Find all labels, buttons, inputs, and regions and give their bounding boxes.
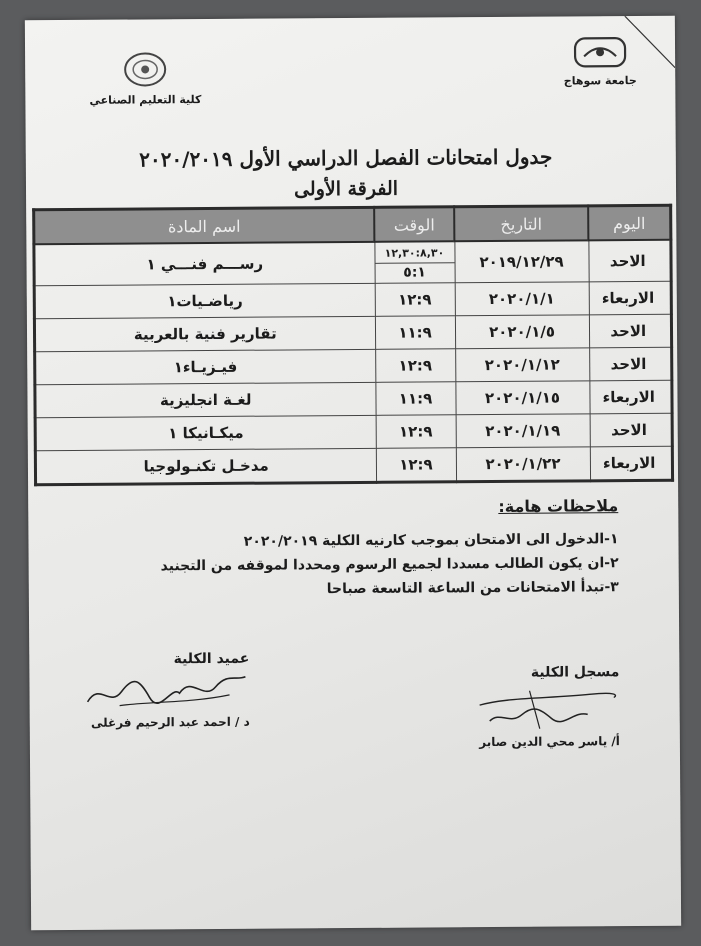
note-item: ٣-تبدأ الامتحانات من الساعة التاسعة صباحا <box>326 579 619 598</box>
registrar-signature-block <box>459 664 620 749</box>
exam-table <box>32 204 674 486</box>
registrar-name: أ/ ياسر محي الدين صابر <box>479 734 620 750</box>
row-date: ٢٠٢٠/١/١ <box>455 282 589 316</box>
row-date: ٢٠٢٠/١/١٢ <box>455 348 589 382</box>
notes-section <box>138 496 619 602</box>
registrar-title: مسجل الكلية <box>530 664 620 681</box>
header-date: التاريخ <box>454 206 588 241</box>
row-day: الاحد <box>589 347 672 381</box>
row-subject: رياضـيات١ <box>34 283 375 318</box>
row-time: ١٢:٩ <box>375 283 455 317</box>
university-name: جامعة سوهاج <box>563 74 637 88</box>
row-subject: ميكـانيكا ١ <box>35 415 376 450</box>
row-day: الاحد <box>590 413 673 447</box>
row-time: ١١:٩ <box>375 316 455 350</box>
table-row <box>35 380 672 417</box>
row-time: ١٢:٩ <box>375 349 455 383</box>
faculty-emblem-icon <box>121 49 169 89</box>
row-date: ٢٠٢٠/١/١٥ <box>455 381 589 415</box>
table-row <box>34 240 671 286</box>
registrar-handwritten-signature <box>469 684 619 733</box>
university-logo <box>555 34 645 88</box>
dean-title: عميد الكلية <box>173 650 250 668</box>
row-time-second: ٥:١ <box>403 263 426 281</box>
row-day: الاربعاء <box>589 380 672 414</box>
row-time-first: ١٢,٣٠:٨,٣٠ <box>375 244 454 264</box>
row-day: الاربعاء <box>590 446 673 481</box>
row-subject: لغـة انجليزية <box>35 382 376 417</box>
row-subject: فيـزيـاء١ <box>35 349 376 384</box>
row-date: ٢٠٢٠/١/٥ <box>455 315 589 349</box>
dean-handwritten-signature <box>79 671 249 714</box>
row-day: الاربعاء <box>589 281 672 315</box>
row-subject: تقارير فنية بالعربية <box>34 316 375 351</box>
schedule-subtitle: الفرقة الأولى <box>293 177 399 201</box>
notes-heading: ملاحظات هامة: <box>498 496 619 516</box>
faculty-logo <box>85 49 205 107</box>
row-date: ٢٠١٩/١٢/٢٩ <box>454 240 588 282</box>
exam-schedule-sheet <box>25 16 681 931</box>
table-row <box>35 413 672 450</box>
row-time <box>374 241 454 283</box>
header-subject: اسم المادة <box>34 207 375 244</box>
faculty-name: كلية التعليم الصناعي <box>89 93 202 107</box>
row-time: ١٢:٩ <box>376 448 456 483</box>
schedule-title: جدول امتحانات الفصل الدراسي الأول ٢٠٢٠/٢٠١٩ <box>139 144 553 172</box>
university-emblem-icon <box>572 34 628 70</box>
dean-signature-block <box>69 651 250 730</box>
row-date: ٢٠٢٠/١/٢٢ <box>456 447 590 482</box>
table-row <box>35 446 672 484</box>
row-subject: مدخـل تكنـولوجيا <box>35 448 376 484</box>
note-item: ١-الدخول الى الامتحان بموجب كارنيه الكلية ٢٠٢٠/٢٠١٩ <box>243 531 619 550</box>
row-day: الاحد <box>589 314 672 348</box>
table-row <box>35 347 672 384</box>
dean-name: د / احمد عبد الرحيم فرغلى <box>90 714 250 730</box>
table-row <box>34 314 671 351</box>
row-time: ١٢:٩ <box>376 415 456 449</box>
row-date: ٢٠٢٠/١/١٩ <box>456 414 590 448</box>
header-time: الوقت <box>374 207 454 242</box>
header-day: اليوم <box>588 205 671 240</box>
note-item: ٢-ان يكون الطالب مسددا لجميع الرسوم ومحددا لموقفه من التجنيد <box>160 555 619 575</box>
row-time: ١١:٩ <box>375 382 455 416</box>
row-day: الاحد <box>588 240 671 282</box>
table-row <box>34 281 671 318</box>
row-subject: رســـم فنـــي ١ <box>34 242 375 286</box>
table-header-row <box>34 205 671 244</box>
